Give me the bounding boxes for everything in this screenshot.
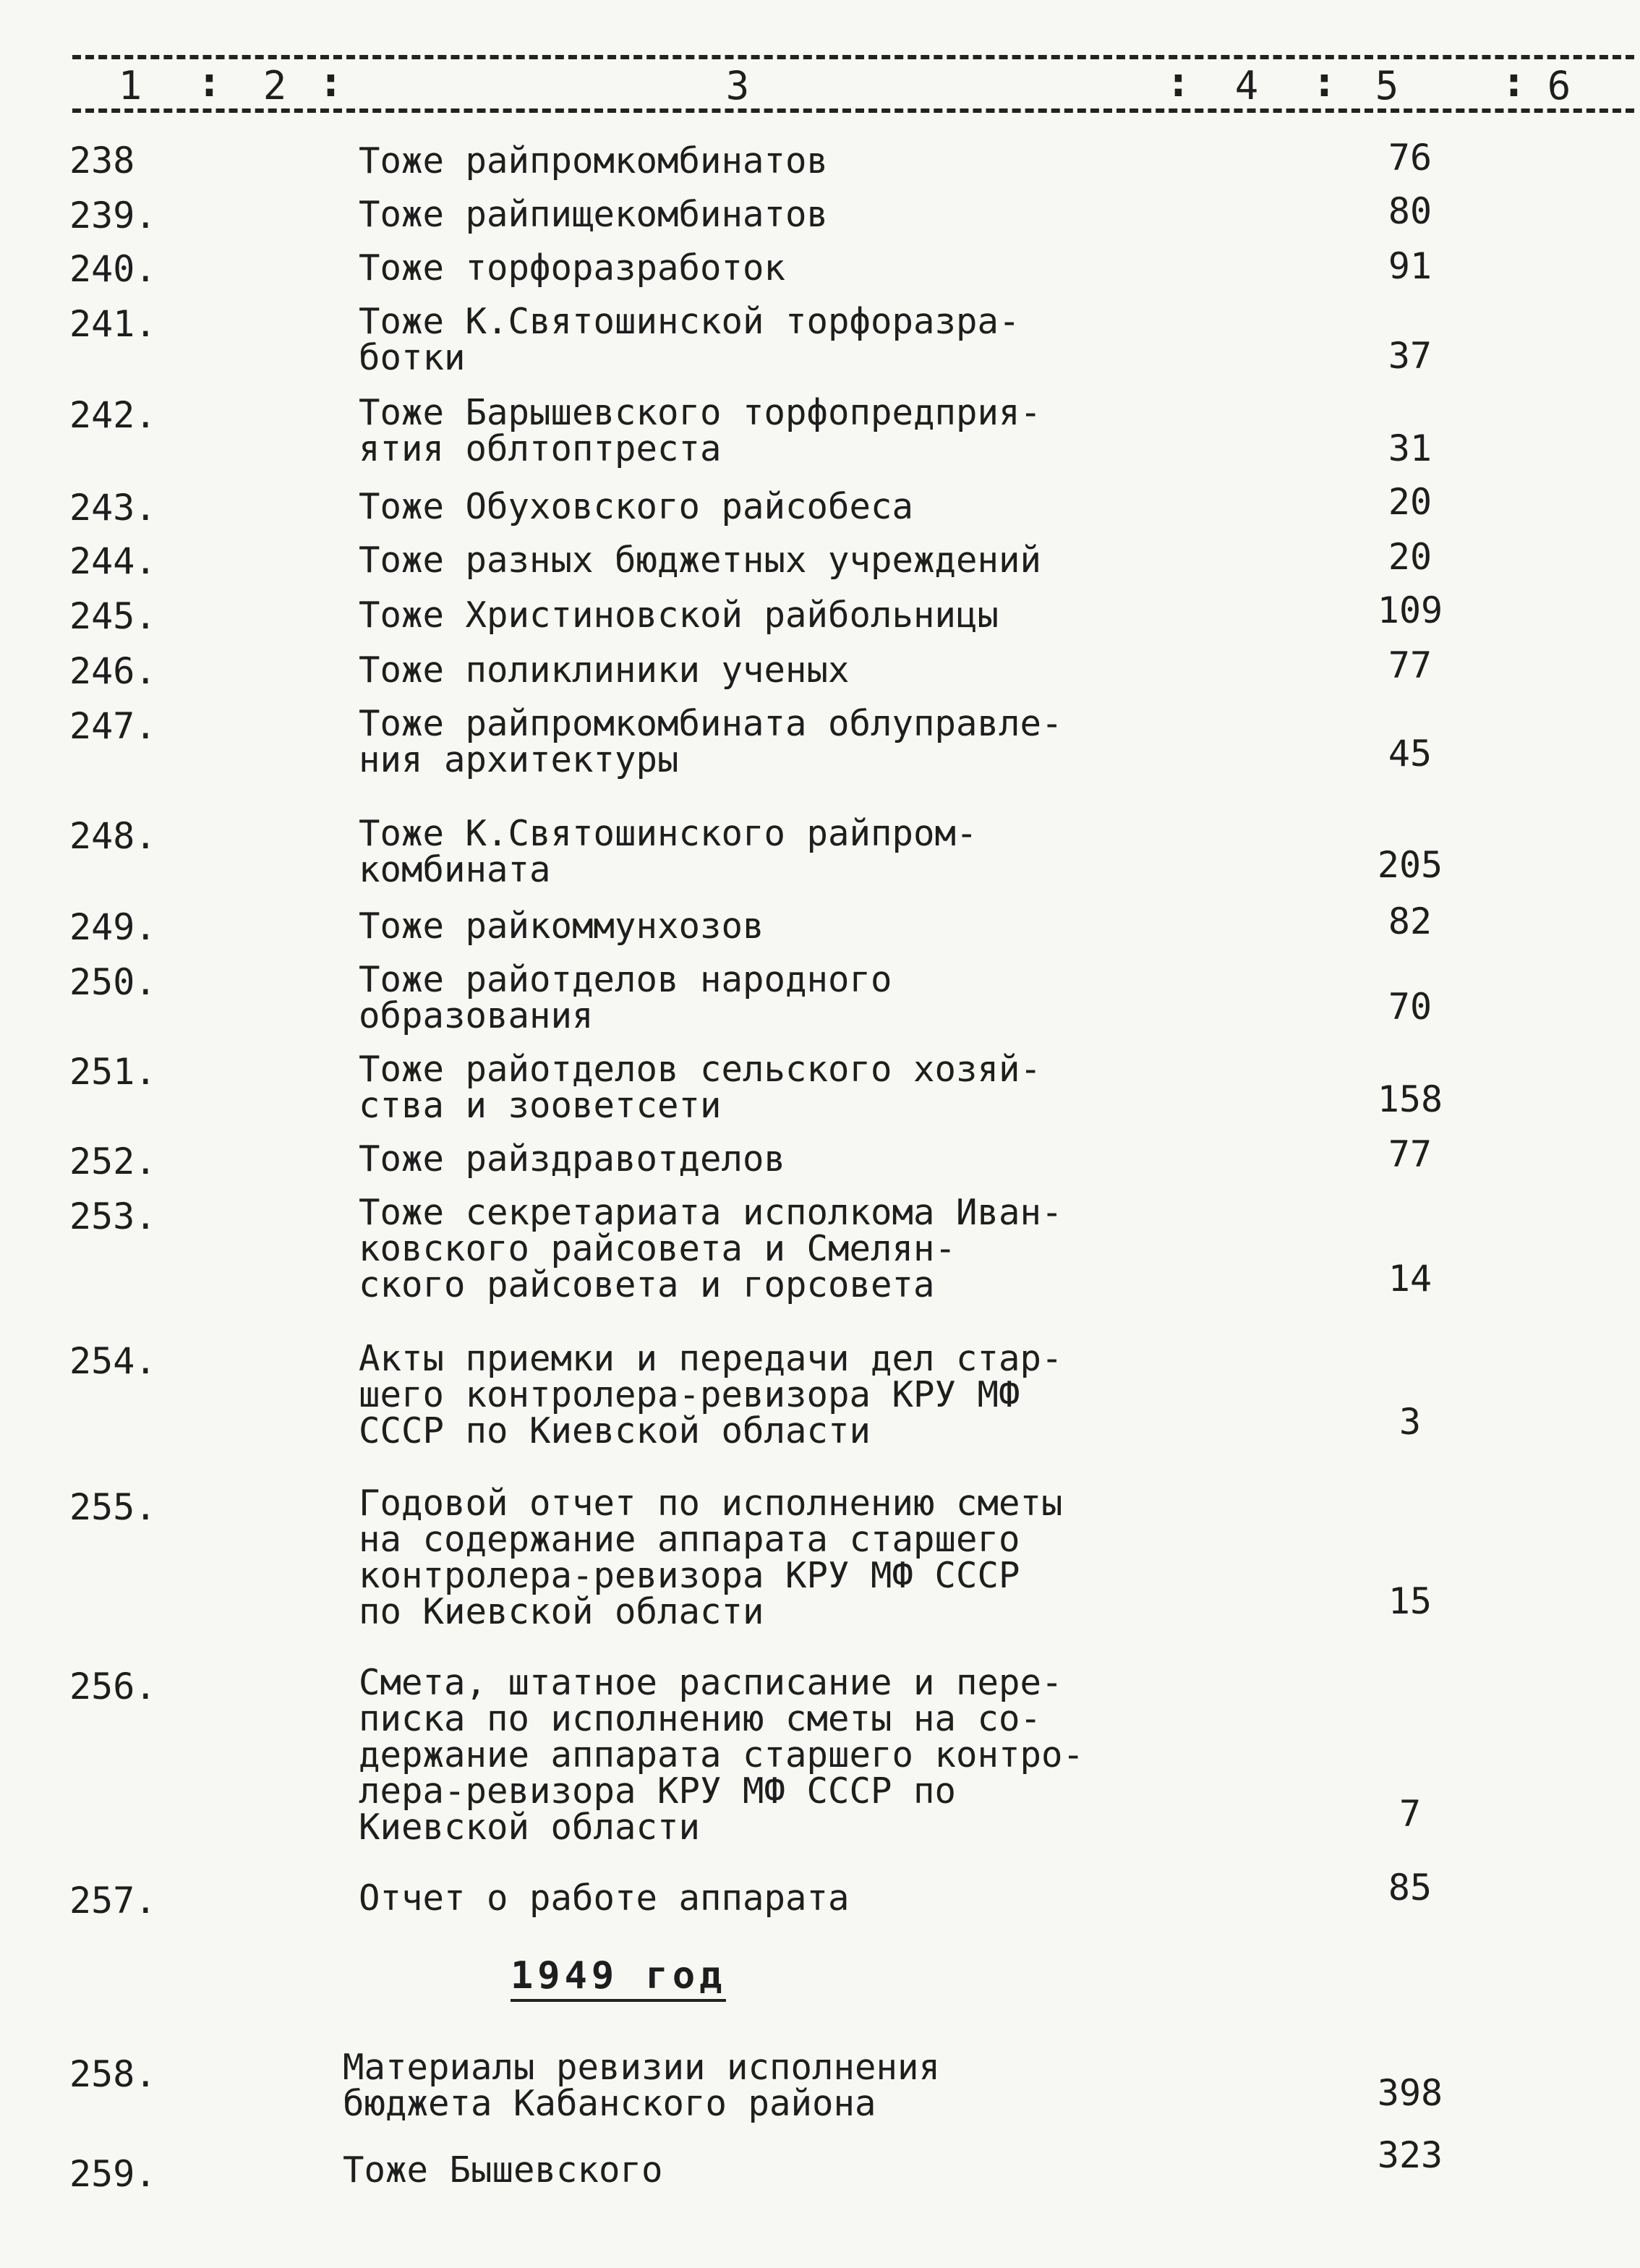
- row-description: Годовой отчет по исполнению сметы на содержание аппарата старшего контролера-ревизора КРУ МФ СССР по Киевской области: [359, 1483, 1063, 1632]
- col-separator: :: [1166, 57, 1191, 106]
- row-sheet-count: 15: [1388, 1580, 1432, 1622]
- row-number: 244.: [69, 540, 157, 582]
- row-number: 242.: [69, 394, 157, 436]
- row-number: 247.: [69, 705, 157, 747]
- row-number: 243.: [69, 487, 157, 529]
- row-sheet-count: 7: [1398, 1793, 1422, 1835]
- row-description: Тоже разных бюджетных учреждений: [359, 540, 1042, 581]
- row-number: 245.: [69, 595, 157, 637]
- row-number: 250.: [69, 961, 157, 1003]
- col-header-2: 2: [262, 63, 287, 108]
- row-sheet-count: 37: [1388, 335, 1432, 377]
- row-description: Тоже райпромкомбинатов: [359, 140, 829, 182]
- row-sheet-count: 3: [1398, 1401, 1422, 1443]
- row-description: Тоже райотделов сельского хозяй- ства и зооветсети: [359, 1049, 1042, 1126]
- row-number: 255.: [69, 1486, 157, 1528]
- col-header-6: 6: [1547, 63, 1571, 108]
- row-number: 257.: [69, 1880, 157, 1922]
- row-number: 251.: [69, 1051, 157, 1093]
- row-description: Тоже торфоразработок: [359, 247, 786, 289]
- row-sheet-count: 20: [1388, 536, 1432, 578]
- row-sheet-count: 323: [1377, 2134, 1443, 2176]
- row-description: Тоже Барышевского торфопредприя- ятия облтоптреста: [359, 392, 1042, 469]
- col-separator: :: [1501, 57, 1526, 106]
- row-sheet-count: 77: [1388, 644, 1432, 686]
- year-heading: 1949 год: [511, 1956, 726, 2002]
- col-header-3: 3: [725, 63, 750, 108]
- row-sheet-count: 109: [1377, 589, 1443, 631]
- row-description: Тоже поликлиники ученых: [359, 649, 850, 691]
- row-sheet-count: 398: [1377, 2072, 1443, 2114]
- row-number: 254.: [69, 1340, 157, 1382]
- row-description: Тоже Обуховского райсобеса: [359, 486, 914, 527]
- row-sheet-count: 76: [1388, 137, 1432, 179]
- row-sheet-count: 77: [1388, 1133, 1432, 1175]
- col-header-4: 4: [1234, 63, 1259, 108]
- row-description: Тоже райздравотделов: [359, 1138, 786, 1180]
- row-description: Тоже райкоммунхозов: [359, 905, 764, 947]
- row-number: 252.: [69, 1141, 157, 1182]
- row-description: Материалы ревизии исполнения бюджета Кабанского района: [343, 2047, 941, 2124]
- row-sheet-count: 31: [1388, 427, 1432, 469]
- row-sheet-count: 20: [1388, 481, 1432, 523]
- row-number: 238: [69, 140, 135, 182]
- col-separator: :: [197, 57, 222, 106]
- row-number: 258.: [69, 2053, 157, 2095]
- row-sheet-count: 80: [1388, 190, 1432, 232]
- row-number: 239.: [69, 195, 157, 236]
- row-number: 241.: [69, 303, 157, 345]
- header-top-rule: [72, 55, 1634, 59]
- col-separator: :: [318, 57, 343, 106]
- row-number: 253.: [69, 1195, 157, 1237]
- row-description: Тоже Христиновской райбольницы: [359, 594, 999, 636]
- row-number: 240.: [69, 248, 157, 290]
- row-description: Тоже К.Святошинской торфоразра- ботки: [359, 301, 1020, 378]
- row-sheet-count: 91: [1388, 245, 1432, 287]
- row-description: Тоже райпищекомбинатов: [359, 194, 829, 235]
- row-description: Тоже райотделов народного образования: [359, 959, 892, 1036]
- row-sheet-count: 205: [1377, 844, 1443, 886]
- row-number: 259.: [69, 2153, 157, 2195]
- row-number: 246.: [69, 650, 157, 692]
- row-sheet-count: 85: [1388, 1867, 1432, 1909]
- row-sheet-count: 45: [1388, 733, 1432, 775]
- row-description: Тоже райпромкомбината облуправле- ния архитектуры: [359, 703, 1063, 780]
- row-sheet-count: 158: [1377, 1078, 1443, 1120]
- row-number: 256.: [69, 1666, 157, 1708]
- row-description: Тоже секретариата исполкома Иван- ковского райсовета и Смелян- ского райсовета и горсовета: [359, 1192, 1063, 1305]
- row-sheet-count: 70: [1388, 986, 1432, 1028]
- row-description: Тоже Бышевского: [343, 2149, 663, 2191]
- row-sheet-count: 14: [1388, 1258, 1432, 1300]
- row-description: Смета, штатное расписание и пере- писка по исполнению сметы на со- держание аппарата старшего контро- лера-ревизора КРУ МФ СССР по Киевской области: [359, 1662, 1085, 1848]
- row-description: Тоже К.Святошинского райпром- комбината: [359, 813, 978, 890]
- col-header-5: 5: [1375, 63, 1399, 108]
- col-separator: :: [1312, 57, 1337, 106]
- row-number: 248.: [69, 815, 157, 857]
- row-description: Акты приемки и передачи дел стар- шего контролера-ревизора КРУ МФ СССР по Киевской области: [359, 1338, 1063, 1451]
- row-description: Отчет о работе аппарата: [359, 1877, 850, 1919]
- col-header-1: 1: [118, 63, 142, 108]
- row-sheet-count: 82: [1388, 900, 1432, 942]
- row-number: 249.: [69, 906, 157, 948]
